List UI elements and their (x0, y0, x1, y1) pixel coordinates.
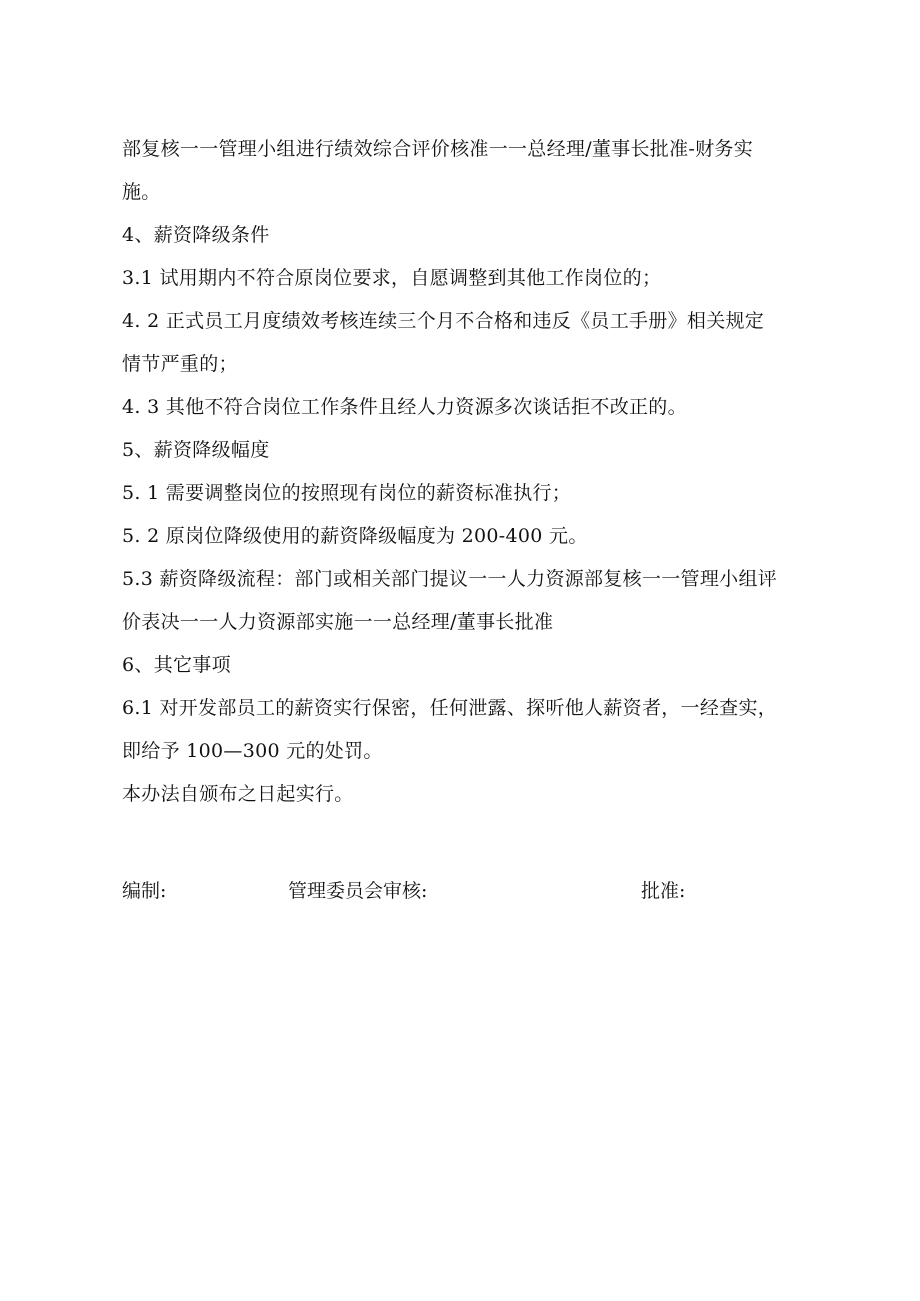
section-heading: 6、其它事项 (122, 654, 231, 676)
text-line: 4. 2 正式员工月度绩效考核连续三个月不合格和违反《员工手册》相关规定 (122, 310, 765, 332)
committee-review-label: 管理委员会审核: (288, 880, 428, 902)
text-line: 价表决一一人力资源部实施一一总经理/董事长批准 (122, 611, 554, 633)
text-line: 情节严重的； (122, 353, 238, 375)
text-line: 6.1 对开发部员工的薪资实行保密，任何泄露、探听他人薪资者，一经查实， (122, 697, 778, 719)
text-line: 5. 2 原岗位降级使用的薪资降级幅度为 200-400 元。 (122, 525, 588, 547)
section-heading: 5、薪资降级幅度 (122, 439, 270, 461)
closing-statement: 本办法自颁布之日起实行。 (122, 783, 354, 805)
section-heading: 4、薪资降级条件 (122, 224, 270, 246)
text-line: 施。 (122, 181, 161, 203)
text-line: 5.3 薪资降级流程：部门或相关部门提议一一人力资源部复核一一管理小组评 (122, 568, 778, 590)
text-line: 5. 1 需要调整岗位的按照现有岗位的薪资标准执行； (122, 482, 572, 504)
document-body (122, 128, 812, 816)
signature-row (0, 876, 920, 906)
approval-label: 批准: (641, 880, 686, 902)
text-line: 即给予 100—300 元的处罚。 (122, 740, 383, 762)
text-line: 4. 3 其他不符合岗位工作条件且经人力资源多次谈话拒不改正的。 (122, 396, 687, 418)
compiled-by-label: 编制: (122, 880, 167, 902)
text-line: 部复核一一管理小组进行绩效综合评价核准一一总经理/董事长批准-财务实 (122, 138, 754, 160)
text-line: 3.1 试用期内不符合原岗位要求，自愿调整到其他工作岗位的； (122, 267, 662, 289)
